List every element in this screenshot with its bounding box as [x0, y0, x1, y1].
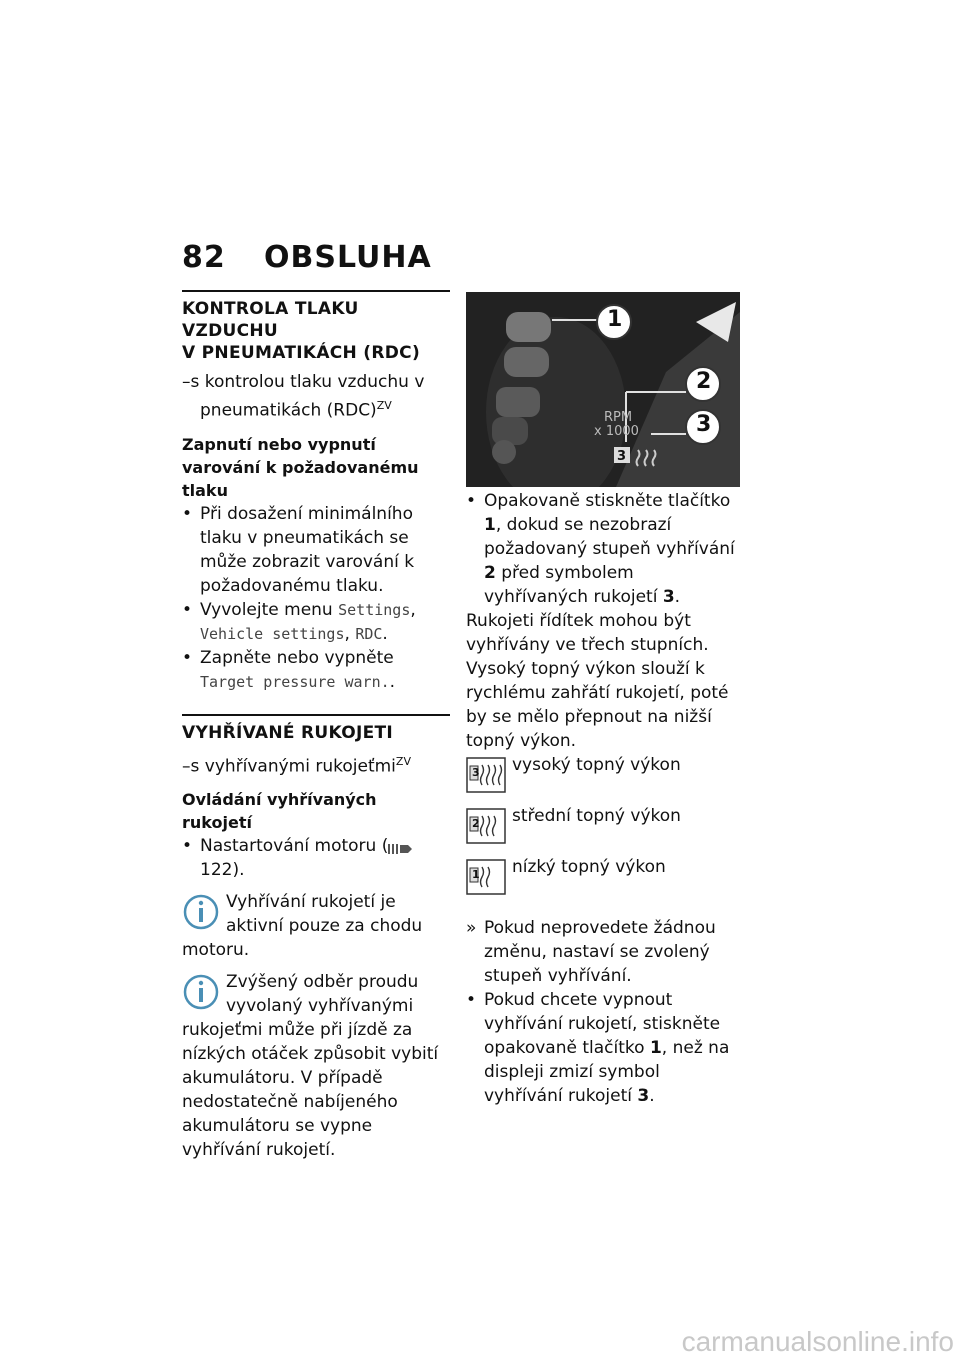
result-chevron-icon: » [466, 918, 477, 938]
right-column [466, 292, 740, 1108]
callout-2: 2 [696, 369, 712, 394]
display-level-number: 3 [617, 449, 627, 464]
legend-row [466, 806, 740, 857]
subsection-title: Ovládání vyhřívaných rukojetí [182, 790, 377, 833]
equipment-text: –s kontrolou tlaku vzduchu v pneumatikách (RDC) [182, 372, 425, 421]
ref-number: 3 [662, 587, 675, 607]
list-item-text: , dokud se nezobrazí požadovaný stupeň vyhřívání [484, 515, 735, 559]
ref-number: 1 [484, 515, 496, 535]
separator: , [344, 623, 356, 644]
ref-number: 3 [637, 1086, 650, 1106]
equipment-note [182, 370, 450, 423]
punctuation: . [674, 587, 681, 607]
list-item-text: Nastartování motoru ( [200, 836, 389, 857]
info-note-text: Vyhřívání rukojetí je aktivní pouze za chodu motoru. [182, 892, 423, 961]
info-icon [182, 892, 220, 932]
section-title-line2: V PNEUMATIKÁCH (RDC) [182, 343, 421, 363]
optional-equipment-mark: ZV [376, 399, 392, 412]
level-number: 3 [472, 766, 480, 779]
ref-number: 1 [649, 1038, 662, 1058]
rpm-label: RPM [604, 410, 633, 425]
list-item-text: před symbolem vyhřívaných rukojetí [484, 563, 663, 607]
legend-row [466, 857, 740, 908]
section-title-line1: KONTROLA TLAKU VZDUCHU [182, 299, 359, 341]
info-note-text: Zvýšený odběr proudu vyvolaný vyhřívanými rukojeťmi může při jízdě za nízkých otáček způsobit vybití akumulátoru. V případě nedostatečně nabíjeného akumulátoru se vypne vyhřívání rukojetí. [182, 972, 439, 1161]
list-item: • Při dosažení minimálního tlaku v pneumatikách se může zobrazit varování k požadovanému tlaku. [182, 503, 415, 596]
result-text: Pokud neprovedete žádnou změnu, nastaví se zvolený stupeň vyhřívání. [484, 918, 716, 986]
subsection-title: Zapnutí nebo vypnutí varování k požadovanému tlaku [182, 434, 419, 500]
section-title-rdc [182, 298, 450, 364]
punctuation: . [389, 671, 396, 692]
optional-equipment-mark: ZV [395, 754, 411, 768]
section-rule [182, 290, 450, 292]
section-title-heated-grips: VYHŘÍVANÉ RUKOJETI [182, 722, 394, 743]
list-item-text: , než na displeji zmizí symbol vyhřívání rukojetí [484, 1038, 730, 1106]
list-item-text: Opakovaně stiskněte tlačítko [484, 491, 731, 511]
list-item: • Opakovaně stiskněte tlačítko 1, dokud se nezobrazí požadovaný stupeň vyhřívání 2 před symbolem vyhřívaných rukojetí 3. [466, 491, 735, 607]
level-number: 1 [472, 868, 480, 881]
level-label: vysoký topný výkon [512, 755, 681, 775]
callout-1: 1 [607, 307, 623, 332]
handlebar-photo [466, 292, 740, 487]
list-item: • Nastartování motoru (122). [182, 834, 450, 882]
watermark: carmanualsonline.info [681, 1326, 954, 1357]
punctuation: . [382, 623, 388, 644]
rpm-scale-label: x 1000 [594, 424, 639, 439]
page-ref-arrow-icon [388, 839, 412, 853]
list-item: • Zapněte nebo vypněte Target pressure warn.. [182, 647, 396, 692]
info-note [182, 890, 450, 962]
list-item-text: Pokud chcete vypnout vyhřívání rukojetí, stiskněte opakovaně tlačítko [484, 990, 721, 1058]
page-reference[interactable]: 122 [200, 860, 233, 881]
legend-row [466, 755, 740, 806]
result-item [466, 916, 740, 988]
page-header [182, 240, 432, 275]
list-item: • Pokud chcete vypnout vyhřívání rukojetí, stiskněte opakovaně tlačítko 1, než na displeji zmizí symbol vyhřívání rukojetí 3. [466, 990, 730, 1106]
list-item-text: Zapněte nebo vypněte [200, 647, 394, 668]
equipment-text: –s vyhřívanými rukojeťmi [182, 756, 396, 777]
level-label: nízký topný výkon [512, 857, 666, 877]
page-number: 82 [182, 240, 226, 275]
menu-rdc: RDC [355, 624, 383, 643]
heat-level-legend [466, 755, 740, 908]
info-icon [182, 972, 220, 1012]
left-column [182, 290, 450, 1162]
level-number: 2 [472, 817, 480, 830]
equipment-note [182, 750, 450, 779]
list-item: • Vyvolejte menu Settings, Vehicle settings, RDC. [182, 599, 416, 644]
menu-settings: Settings [338, 600, 411, 619]
chapter-title: OBSLUHA [264, 240, 432, 275]
ref-number: 2 [484, 563, 496, 583]
separator: , [410, 599, 416, 620]
menu-vehicle-settings: Vehicle settings [200, 624, 345, 643]
info-note [182, 970, 450, 1162]
list-item-text: Při dosažení minimálního tlaku v pneumatikách se může zobrazit varování k požadovanému tlaku. [200, 503, 415, 596]
punctuation: ). [232, 860, 245, 881]
menu-target-pressure-warn: Target pressure warn. [200, 672, 390, 691]
paragraph: Rukojeti řídítek mohou být vyhřívány ve třech stupních. Vysoký topný výkon slouží k rychlému zahřátí rukojetí, poté by se mělo přepnout na nižší topný výkon. [466, 611, 729, 751]
list-item-text: Vyvolejte menu [200, 599, 339, 620]
section-rule [182, 714, 450, 716]
callout-3: 3 [696, 412, 712, 437]
level-label: střední topný výkon [512, 806, 681, 826]
punctuation: . [649, 1086, 655, 1106]
